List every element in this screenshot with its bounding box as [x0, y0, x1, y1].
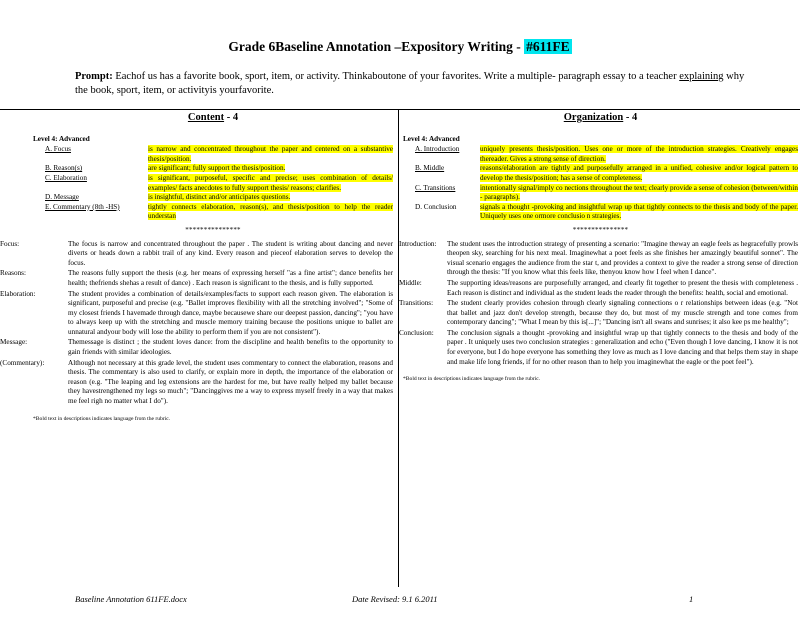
- content-footnote: *Bold text in descriptions indicates language from the rubric.: [33, 415, 171, 422]
- organization-annotation-transitions: [399, 299, 798, 328]
- footer-document-name: Baseline Annotation 611FE.docx: [75, 594, 187, 604]
- rubric-label: B. Middle: [415, 164, 445, 173]
- annotation-text: The student uses the introduction strategy of presenting a scenario: "Imagine theway an eagle feels as hegracefully prowls theopen sky, searching for his next meal. Imaginewhat a poet feels as she finishes her amazingly beautiful sonnet". The visual scenario engages the audience from the star t, and provides a context to give the reader a strong sense of direction through the thesis: "If you know what this feels like, thenyou know how I feel when I dance".: [447, 239, 798, 277]
- organization-separator: ***************: [572, 225, 629, 234]
- annotation-label: Introduction:: [399, 239, 437, 248]
- organization-annotation-conclusion: [399, 328, 798, 367]
- annotation-label: Message:: [0, 338, 28, 347]
- organization-rubric-conclusion: [403, 203, 798, 222]
- rubric-text: uniquely presents thesis/position. Uses one or more of the introduction strategies. Creatively engages thereader. Gives a strong sense of direction.: [480, 145, 798, 163]
- annotation-label: Reasons:: [0, 269, 26, 278]
- content-annotation-focus: [0, 239, 393, 269]
- content-annotation-elaboration: [0, 289, 393, 338]
- organization-column: [399, 112, 798, 385]
- footer-date-revised: Date Revised: 9.1 6.2011: [352, 594, 438, 604]
- rubric-text: is insightful, distinct and/or anticipates questions.: [148, 193, 291, 202]
- annotation-text: The supporting ideas/reasons are purposefully arranged, and clearly fit together to present the thesis with completeness . Each reason is distinct and individual as the student leads the reader through the benefits: health, social and emotional.: [447, 278, 798, 297]
- title-text: Grade 6Baseline Annotation –Expository Writing -: [228, 39, 521, 54]
- divider-vertical: [398, 109, 399, 587]
- annotation-text: The reasons fully support the thesis (e.g. her means of expressing herself "as a fine artist"; dance benefits her health; thefriends shehas a result of dance) . Each reason is significant to the thesis, and is fully supported.: [68, 269, 393, 287]
- annotation-text: The focus is narrow and concentrated throughout the paper . The student is writing about dancing and never diverts or heads down a rabbit trail of any kind. Every reason and pieceof elaboration serves to develop the focus.: [68, 239, 393, 267]
- rubric-text: is narrow and concentrated throughout the paper and centered on a substantive thesis/position.: [148, 145, 393, 163]
- content-rubric-commentary: [33, 203, 393, 222]
- prompt-label: Prompt:: [75, 71, 113, 82]
- annotation-text: The conclusion signals a thought -provoking and insightful wrap up that tightly connects to the thesis and body of the paper . It uniquely uses two conclusion strategies : generalization and echo ("Even though I love dancing, I know it is not for everyone, but I do hope everyone has something they love as much as I love dancing and that helps them stay in shape and make life long friends, if for no other reason than to help you imaginewhat the eagle or the poet feel").: [447, 328, 798, 366]
- content-separator: ***************: [185, 225, 241, 234]
- organization-rubric-introduction: [403, 145, 798, 164]
- annotation-label: Transitions:: [399, 299, 434, 308]
- organization-header: [403, 113, 798, 123]
- page-title: [0, 39, 800, 55]
- content-header-label: Content: [187, 112, 225, 123]
- rubric-label: A. Introduction: [415, 145, 460, 154]
- content-rubric-message: [33, 193, 393, 203]
- rubric-label: A. Focus: [45, 145, 71, 154]
- content-header: [33, 113, 393, 123]
- content-score: - 4: [224, 112, 239, 123]
- rubric-text: reasons/elaboration are tightly and purposefully arranged in a unified, cohesive and/or logical pattern to develop the thesis/position; has a sense of completeness.: [480, 164, 798, 182]
- annotation-text: Although not necessary at this grade level, the student uses commentary to connect the elaboration, reasons and thesis. The commentary is also used to clarify, or explain more in depth, the importance of the elaboration or reason (e.g. "The leaping and leg extensions are the hardest for me, but have really helped my ballet because they havestrengthened my legs so much"; "Dancinggives me a way to express myself freely in a way that makes me feel righ no matter what I do").: [68, 358, 393, 406]
- organization-header-label: Organization: [563, 112, 624, 123]
- content-rubric-focus: [33, 145, 393, 164]
- organization-score: - 4: [623, 112, 638, 123]
- annotation-label: Focus:: [0, 239, 20, 248]
- annotation-label: Conclusion:: [399, 328, 434, 337]
- content-level: Level 4: Advanced: [33, 134, 90, 143]
- annotation-text: The student provides a combination of details/examples/facts to support each reason given. The elaboration is significant, purposeful and precise (e.g. "Ballet improves flexibility with all the stretching involved"; "Some of my closest friends I havemade through dance, maybe becausewe share our deepest passion, dancing"; "you have to always keep up with the stretching and muscle memory training because the positions unique to ballet are unnatural andyour body will lose the ability to perform them if you are not consistent").: [68, 289, 393, 336]
- organization-rubric-middle: [403, 164, 798, 183]
- organization-annotation-middle: [399, 278, 798, 298]
- rubric-text: are significant; fully support the thesis/position.: [148, 164, 286, 173]
- prompt-underlined: explaining: [679, 71, 724, 82]
- annotation-label: Elaboration:: [0, 289, 36, 298]
- organization-level: Level 4: Advanced: [403, 134, 460, 143]
- prompt-text-1: Eachof us has a favorite book, sport, item, or activity. Thinkaboutone of your favorites. Write a multiple- paragraph essay to a teacher: [112, 71, 680, 82]
- content-annotation-commentary: [0, 358, 393, 407]
- annotation-text: Themessage is distinct ; the student loves dance: from the discipline and health benefits to the opportunity to gain friends with similar ideologies.: [68, 338, 393, 357]
- divider-horizontal: [0, 109, 800, 110]
- organization-annotation-introduction: [399, 239, 798, 278]
- content-rubric-reasons: [33, 164, 393, 174]
- rubric-label: C. Elaboration: [45, 173, 87, 182]
- prompt: [75, 70, 755, 98]
- annotation-text: The student clearly provides cohesion through clearly signaling connections o r relationships between ideas (e.g. "Not that ballet and jazz don't develop strength, because they do, but most of my muscle strength and tone comes from contemporary dancing"; "What I mean by this is[...]"; "Dancing isn't all swans and sunrises; it also kee ps me healthy";: [447, 299, 798, 327]
- content-rubric-elaboration: [33, 174, 393, 193]
- rubric-label: B. Reason(s): [45, 164, 83, 173]
- footer-page-number: 1: [689, 594, 694, 604]
- rubric-text: intentionally signal/imply co nections throughout the text; clearly provide a sense of cohesion (between/within - paragraphs).: [480, 183, 798, 202]
- prompt-text-2: why the book, sport, item, or activityis yourfavorite.: [75, 71, 745, 96]
- organization-footnote: *Bold text in descriptions indicates language from the rubric.: [403, 376, 541, 383]
- rubric-text: is significant, purposeful, specific and precise; uses combination of details/ examples/ facts anecdotes to fully support thesis/ reasons; clarifies.: [148, 173, 393, 192]
- rubric-label: D. Conclusion: [415, 202, 457, 211]
- rubric-label: E. Commentary (8th -HS): [45, 202, 120, 211]
- rubric-text: tightly connects elaboration, reason(s), and thesis/position to help the reader understan: [148, 202, 393, 221]
- rubric-text: signals a thought -provoking and insightful wrap up that tightly connects to the thesis and body of the paper. Uniquely uses one ormore conclusio n strategies.: [480, 202, 798, 221]
- content-annotation-reasons: [0, 269, 393, 288]
- rubric-label: C. Transitions: [415, 183, 456, 192]
- title-code: #611FE: [526, 39, 570, 54]
- content-column: [0, 112, 393, 424]
- content-annotation-message: [0, 338, 393, 357]
- annotation-label: Middle:: [399, 278, 422, 287]
- annotation-label: (Commentary):: [0, 358, 45, 367]
- organization-rubric-transitions: [403, 184, 798, 203]
- rubric-label: D. Message: [45, 193, 79, 202]
